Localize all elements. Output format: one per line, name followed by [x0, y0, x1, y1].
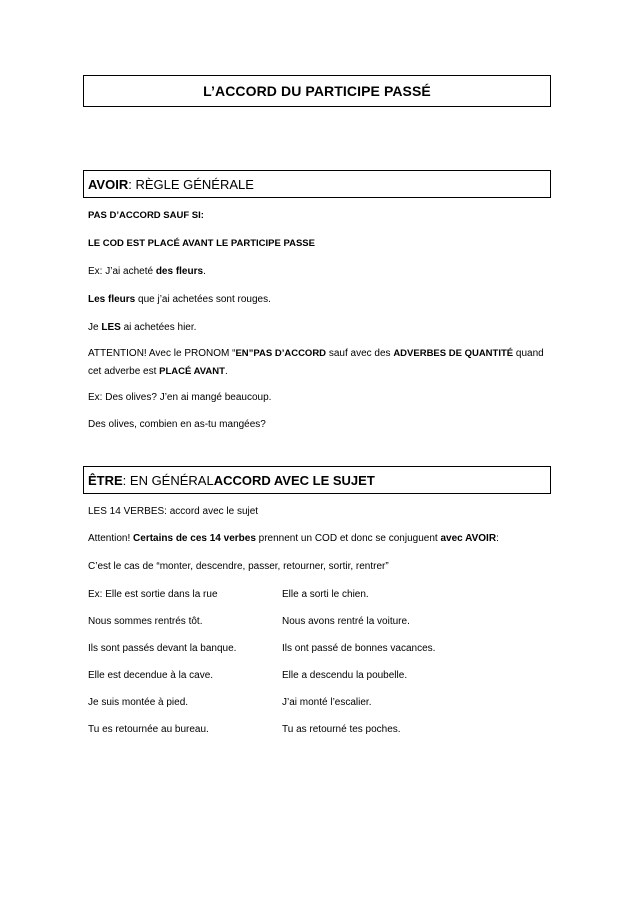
etre-example-left: Ex: Elle est sortie dans la rue — [88, 589, 218, 600]
avoir-example-1: Ex: J’ai acheté des fleurs. — [88, 266, 206, 277]
etre-example-right: J’ai monté l’escalier. — [282, 697, 372, 708]
etre-example-left: Je suis montée à pied. — [88, 697, 189, 708]
section-avoir-subtitle: : RÈGLE GÉNÉRALE — [128, 176, 254, 192]
section-avoir-keyword: AVOIR — [88, 176, 129, 192]
avoir-example-3: Je LES ai achetées hier. — [88, 322, 197, 333]
etre-verbs-intro: LES 14 VERBES: accord avec le sujet — [88, 506, 259, 517]
etre-example-right: Elle a descendu la poubelle. — [282, 670, 408, 681]
section-etre-header: ÊTRE : EN GÉNÉRAL ACCORD AVEC LE SUJET — [83, 466, 551, 494]
etre-example-right: Elle a sorti le chien. — [282, 589, 369, 600]
section-etre-rule: ACCORD AVEC LE SUJET — [213, 472, 375, 488]
avoir-attention-note: ATTENTION! Avec le PRONOM “EN”PAS D’ACCORD sauf avec des ADVERBES DE QUANTITÉ quand cet adverbe est PLACÉ AVANT. — [88, 348, 544, 377]
etre-example-right: Ils ont passé de bonnes vacances. — [282, 643, 436, 654]
etre-example-left: Elle est decendue à la cave. — [88, 670, 214, 681]
document-title — [83, 75, 551, 107]
etre-example-left: Nous sommes rentrés tôt. — [88, 616, 203, 627]
etre-attention-note: Attention! Certains de ces 14 verbes prennent un COD et donc se conjuguent avec AVOIR: — [88, 533, 499, 544]
etre-example-left: Ils sont passés devant la banque. — [88, 643, 237, 654]
etre-example-right: Tu as retourné tes poches. — [282, 724, 401, 735]
etre-example-left: Tu es retournée au bureau. — [88, 724, 209, 735]
avoir-example-5: Des olives, combien en as-tu mangées? — [88, 419, 266, 430]
etre-example-right: Nous avons rentré la voiture. — [282, 616, 410, 627]
document-title-text: L’ACCORD DU PARTICIPE PASSÉ — [203, 83, 431, 99]
etre-verb-list: C’est le cas de “monter, descendre, passer, retourner, sortir, rentrer” — [88, 561, 389, 572]
section-avoir-header — [83, 170, 551, 198]
avoir-rule-intro: PAS D’ACCORD SAUF SI: — [88, 210, 204, 221]
section-etre-keyword: ÊTRE — [88, 472, 123, 488]
avoir-example-2: Les fleurs que j’ai achetées sont rouges. — [88, 294, 271, 305]
avoir-example-4: Ex: Des olives? J’en ai mangé beaucoup. — [88, 392, 272, 403]
avoir-rule-condition: LE COD EST PLACÉ AVANT LE PARTICIPE PASSE — [88, 238, 315, 249]
